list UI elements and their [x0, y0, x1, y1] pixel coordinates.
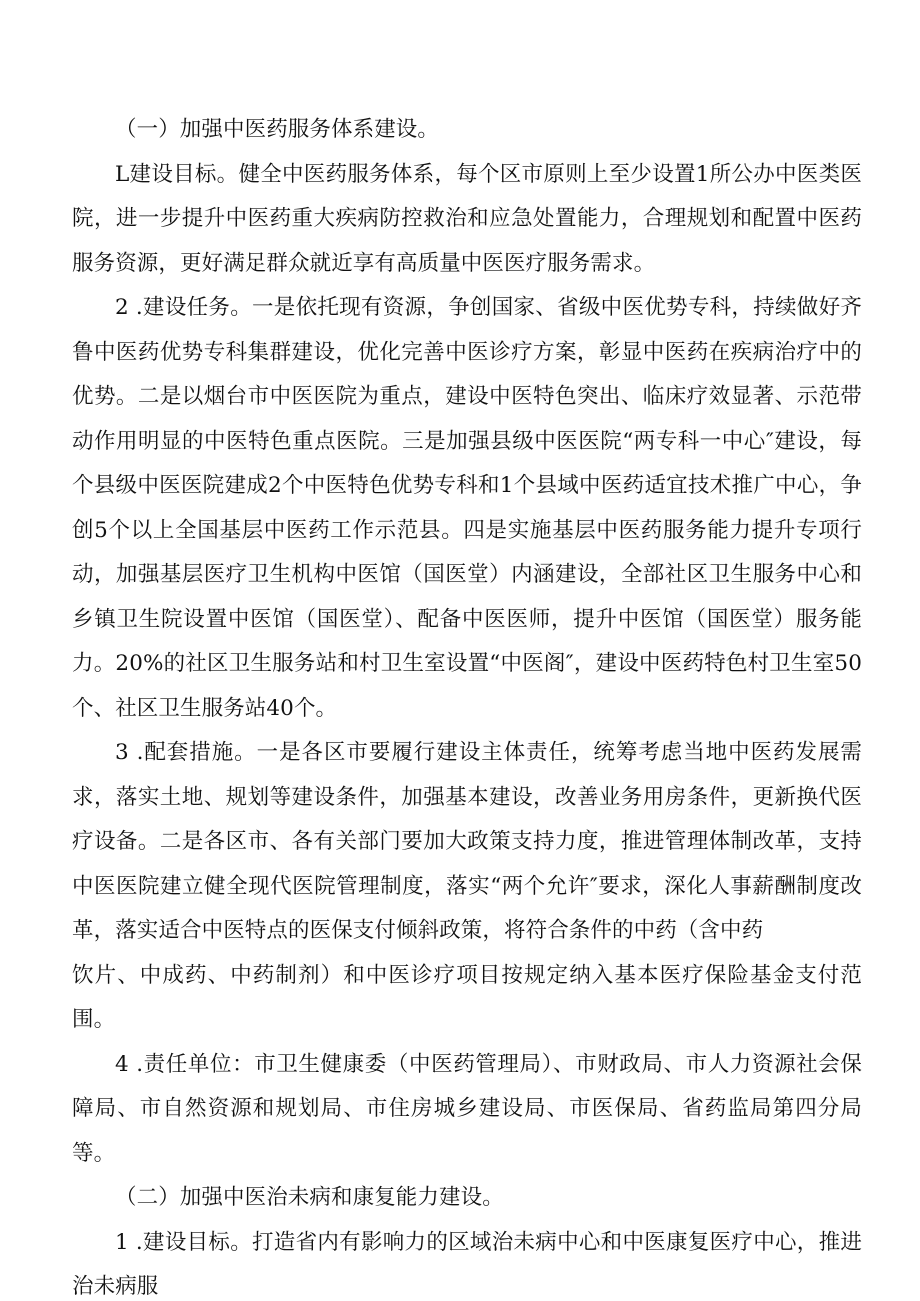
section-heading-1: （一）加强中医药服务体系建设。	[115, 117, 440, 142]
item-supporting-measures-1-continued: 饮片、中成药、中药制剂）和中医诊疗项目按规定纳入基本医疗保险基金支付范围。	[72, 962, 862, 1032]
item-construction-task-1: 2 .建设任务。一是依托现有资源，争创国家、省级中医优势专科，持续做好齐鲁中医药优势专科集群建设，优化完善中医诊疗方案，彰显中医药在疾病治疗中的优势。二是以烟台市中医医院为重点，建设中医特色突出、临床疗效显著、示范带动作用明显的中医特色重点医院。三是加强县级中医医院“两专科一中心″建设，每个县级中医医院建成2个中医特色优势专科和1个县域中医药适宜技术推广中心，争创5个以上全国基层中医药工作示范县。四是实施基层中医药服务能力提升专项行动，加强基层医疗卫生机构中医馆（国医堂）内涵建设，全部社区卫生服务中心和乡镇卫生院设置中医馆（国医堂）、配备中医医师，提升中医馆（国医堂）服务能力。20%的社区卫生服务站和村卫生室设置“中医阁″，建设中医药特色村卫生室50个、社区卫生服务站40个。	[72, 295, 862, 721]
document-body	[72, 108, 862, 1301]
item-responsible-units-1: 4 .责任单位：市卫生健康委（中医药管理局）、市财政局、市人力资源社会保障局、市自然资源和规划局、市住房城乡建设局、市医保局、省药监局第四分局等。	[72, 1051, 862, 1166]
item-supporting-measures-1: 3 .配套措施。一是各区市要履行建设主体责任，统筹考虑当地中医药发展需求，落实土地、规划等建设条件，加强基本建设，改善业务用房条件，更新换代医疗设备。二是各区市、各有关部门要加大政策支持力度，推进管理体制改革，支持中医医院建立健全现代医院管理制度，落实“两个允许″要求，深化人事薪酬制度改革，落实适合中医特点的医保支付倾斜政策，将符合条件的中药（含中药	[72, 740, 862, 943]
section-heading-2: （二）加强中医治未病和康复能力建设。	[115, 1185, 504, 1210]
item-construction-goal-2: 1 .建设目标。打造省内有影响力的区域治未病中心和中医康复医疗中心，推进治未病服	[72, 1229, 862, 1299]
item-construction-goal-1: L建设目标。健全中医药服务体系，每个区市原则上至少设置1所公办中医类医院，进一步提升中医药重大疾病防控救治和应急处置能力，合理规划和配置中医药服务资源，更好满足群众就近享有高质量中医医疗服务需求。	[72, 161, 862, 276]
